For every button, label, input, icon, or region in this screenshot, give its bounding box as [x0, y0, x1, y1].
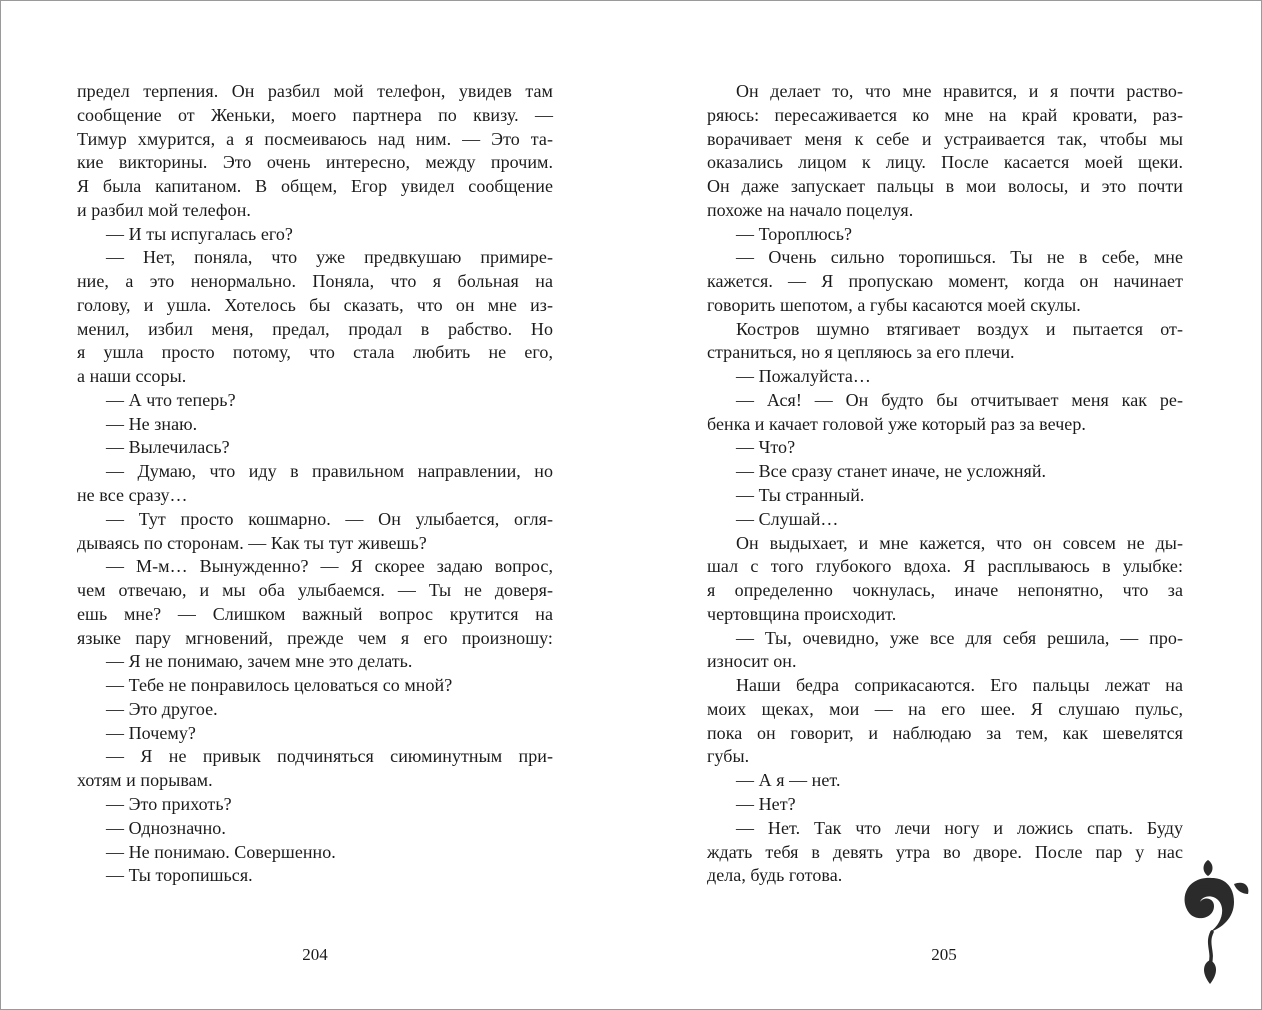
text-line: менил, избил меня, предал, продал в рабство. Но	[77, 318, 553, 339]
text-line: — Я не понимаю, зачем мне это делать.	[106, 651, 413, 672]
text-line: — Ты, очевидно, уже все для себя решила, — про-	[736, 627, 1183, 648]
text-line: чем отвечаю, и мы оба улыбаемся. — Ты не доверя-	[77, 580, 553, 601]
text-line: — Не понимаю. Совершенно.	[106, 841, 336, 862]
text-line: — Тороплюсь?	[736, 223, 852, 244]
text-line: — И ты испугалась его?	[106, 223, 293, 244]
text-line: ние, а это ненормально. Поняла, что я больная на	[77, 271, 553, 292]
text-line: похоже на начало поцелуя.	[707, 199, 914, 220]
text-line: — Почему?	[106, 722, 196, 743]
text-line: языке пару мгновений, прежде чем я его произношу:	[77, 627, 553, 648]
text-line: износит он.	[707, 651, 797, 672]
text-line: я ушла просто потому, что стала любить не его,	[77, 342, 553, 363]
text-line: — Что?	[736, 437, 796, 458]
text-line: — Все сразу станет иначе, не усложняй.	[736, 461, 1047, 482]
text-line: — А я — нет.	[736, 770, 841, 791]
text-line: дываясь по сторонам. — Как ты тут живешь?	[77, 532, 427, 553]
text-line: кажется. — Я пропускаю момент, когда он начинает	[707, 271, 1183, 292]
left-page-text	[77, 80, 553, 888]
text-line: Он делает то, что мне нравится, и я почти раство-	[736, 81, 1183, 101]
text-line: — Это другое.	[106, 698, 218, 719]
text-line: Наши бедра соприкасаются. Его пальцы лежат на	[736, 675, 1183, 696]
text-line: — Однозначно.	[106, 817, 226, 838]
text-line: — Ты торопишься.	[106, 865, 253, 886]
text-line: не все сразу…	[77, 485, 188, 506]
text-line: Он выдыхает, и мне кажется, что он совсем не ды-	[736, 532, 1183, 553]
text-line: ряюсь: пересаживается ко мне на край кровати, раз-	[707, 104, 1183, 125]
right-page-text	[707, 80, 1183, 888]
text-line: ешь мне? — Слишком важный вопрос крутится на	[77, 603, 553, 624]
text-line: Я была капитаном. В общем, Егор увидел сообщение	[77, 176, 553, 197]
text-line: — М-м… Вынужденно? — Я скорее задаю вопрос,	[106, 556, 553, 577]
text-line: говорить шепотом, а губы касаются моей скулы.	[707, 294, 1081, 315]
text-line: ждать тебя в девять утра во дворе. После пар у нас	[707, 841, 1183, 862]
text-line: — Тебе не понравилось целоваться со мной?	[106, 675, 453, 696]
text-line: — Ты странный.	[736, 485, 865, 506]
page-number-right: 205	[931, 945, 957, 964]
text-line: — Вылечилась?	[106, 437, 230, 458]
text-line: — Нет?	[736, 793, 796, 814]
text-line: бенка и качает головой уже который раз за вечер.	[707, 413, 1086, 434]
text-line: оказались лицом к лицу. После касается моей щеки.	[707, 152, 1183, 173]
text-line: голову, и ушла. Хотелось бы сказать, что он мне из-	[77, 294, 553, 315]
text-line: — Ася! — Он будто бы отчитывает меня как ре-	[736, 389, 1183, 410]
text-line: Он даже запускает пальцы в мои волосы, и это почти	[707, 176, 1183, 197]
text-line: — Я не привык подчиняться сиюминутным при-	[106, 746, 553, 767]
text-line: — Нет, поняла, что уже предвкушаю примире-	[106, 247, 553, 268]
text-line: моих щеках, мои — на его шее. Я слушаю пульс,	[707, 698, 1183, 719]
text-line: чертовщина происходит.	[707, 603, 897, 624]
text-line: ворачивает меня к себе и устраивается так, чтобы мы	[707, 128, 1183, 149]
text-line: хотям и порывам.	[77, 770, 213, 791]
text-line: — Тут просто кошмарно. — Он улыбается, огля-	[106, 508, 553, 529]
text-line: — Нет. Так что лечи ногу и ложись спать. Буду	[736, 817, 1183, 838]
page-number-left: 204	[302, 945, 328, 964]
text-line: Тимур хмурится, а я посмеиваюсь над ним. — Это та-	[77, 128, 553, 149]
text-line: страниться, но я цепляюсь за его плечи.	[707, 342, 1015, 363]
heart-swirl-ornament-icon	[1172, 856, 1254, 988]
text-line: шал с того глубокого вдоха. Я расплываюсь в улыбке:	[707, 556, 1183, 577]
text-line: — А что теперь?	[106, 389, 236, 410]
text-line: и разбил мой телефон.	[77, 199, 251, 220]
text-line: дела, будь готова.	[707, 865, 843, 886]
text-line: предел терпения. Он разбил мой телефон, увидев там	[77, 81, 553, 101]
text-line: пока он говорит, и наблюдаю за тем, как шевелятся	[707, 722, 1183, 743]
text-line: — Пожалуйста…	[736, 366, 871, 387]
text-line: — Это прихоть?	[106, 793, 232, 814]
text-line: — Очень сильно торопишься. Ты не в себе, мне	[736, 247, 1183, 268]
text-line: сообщение от Женьки, моего партнера по квизу. —	[77, 104, 553, 125]
text-line: — Думаю, что иду в правильном направлении, но	[106, 461, 553, 482]
text-line: Костров шумно втягивает воздух и пытается от-	[736, 318, 1183, 339]
text-line: — Слушай…	[736, 508, 839, 529]
text-line: кие викторины. Это очень интересно, между прочим.	[77, 152, 553, 173]
text-line: я определенно чокнулась, иначе непонятно, что за	[707, 580, 1183, 601]
text-line: — Не знаю.	[106, 413, 198, 434]
text-line: а наши ссоры.	[77, 366, 187, 387]
text-line: губы.	[707, 746, 750, 767]
